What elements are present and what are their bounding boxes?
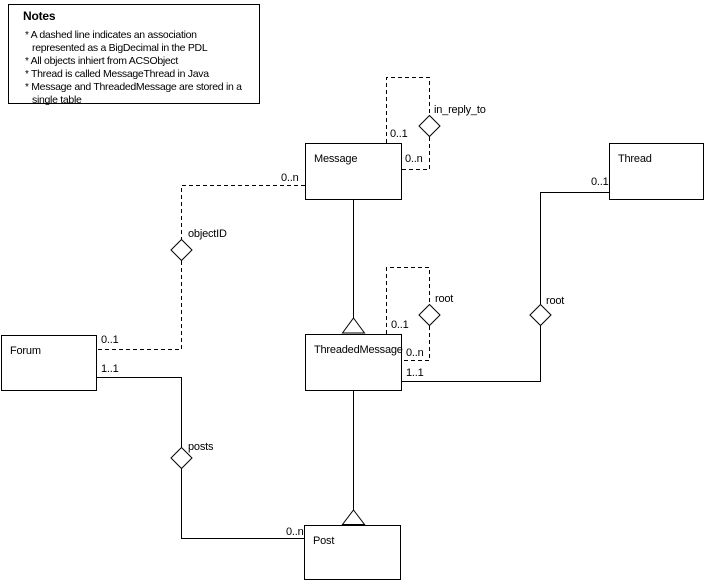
note-item xyxy=(19,55,248,68)
assoc-name-posts: posts xyxy=(188,441,214,453)
mult-object-id-forum: 0..1 xyxy=(101,334,119,346)
note-item xyxy=(19,81,248,107)
posts-path-upper xyxy=(97,378,182,448)
note-text: All objects inhiert from ACSObject xyxy=(30,55,179,67)
mult-root-self-top: 0..1 xyxy=(391,319,409,331)
assoc-name-object-id: objectID xyxy=(188,228,227,240)
note-item xyxy=(19,29,248,55)
class-label-threadedmessage: ThreadedMessage xyxy=(314,344,403,356)
root-self-diamond xyxy=(419,305,440,326)
class-box-message xyxy=(305,143,402,200)
note-bullet: * xyxy=(25,56,29,67)
class-box-forum xyxy=(1,335,97,391)
thread-root-diamond xyxy=(530,305,551,326)
mult-thread-root-threadedmessage: 1..1 xyxy=(406,367,424,379)
inheritance-triangle-threadedmessage-post xyxy=(343,510,365,525)
mult-posts-post: 0..n xyxy=(286,526,304,538)
thread-root-path-upper xyxy=(541,193,610,305)
note-text: Thread is called MessageThread in Java xyxy=(31,68,209,80)
class-box-threadedmessage xyxy=(305,334,402,391)
class-label-post: Post xyxy=(313,535,335,547)
mult-root-self-side: 0..n xyxy=(406,347,424,359)
mult-object-id-message: 0..n xyxy=(281,172,299,184)
class-label-thread: Thread xyxy=(618,153,652,165)
note-item xyxy=(19,68,248,81)
mult-in-reply-to-top: 0..1 xyxy=(390,128,408,140)
object-id-diamond xyxy=(171,240,192,261)
mult-posts-forum: 1..1 xyxy=(101,363,119,375)
note-text: A dashed line indicates an association represented as a BigDecimal in the PDL xyxy=(30,29,208,54)
notes-title: Notes xyxy=(23,9,56,23)
class-box-thread xyxy=(609,143,704,200)
note-bullet: * xyxy=(25,69,29,80)
note-text: Message and ThreadedMessage are stored in a single table xyxy=(31,81,242,106)
assoc-name-root-self: root xyxy=(435,293,454,305)
inheritance-triangle-message-threadedmessage xyxy=(343,318,365,333)
class-box-post xyxy=(304,525,401,580)
assoc-name-thread-root: root xyxy=(546,295,565,307)
note-bullet: * xyxy=(25,82,29,93)
note-bullet: * xyxy=(25,30,29,41)
mult-thread-root-thread: 0..1 xyxy=(591,176,609,188)
mult-in-reply-to-side: 0..n xyxy=(405,153,423,165)
class-label-forum: Forum xyxy=(10,345,41,357)
class-label-message: Message xyxy=(314,153,358,165)
assoc-name-in-reply-to: in_reply_to xyxy=(434,104,486,116)
notes-box xyxy=(8,4,260,104)
in-reply-to-diamond xyxy=(419,116,440,137)
